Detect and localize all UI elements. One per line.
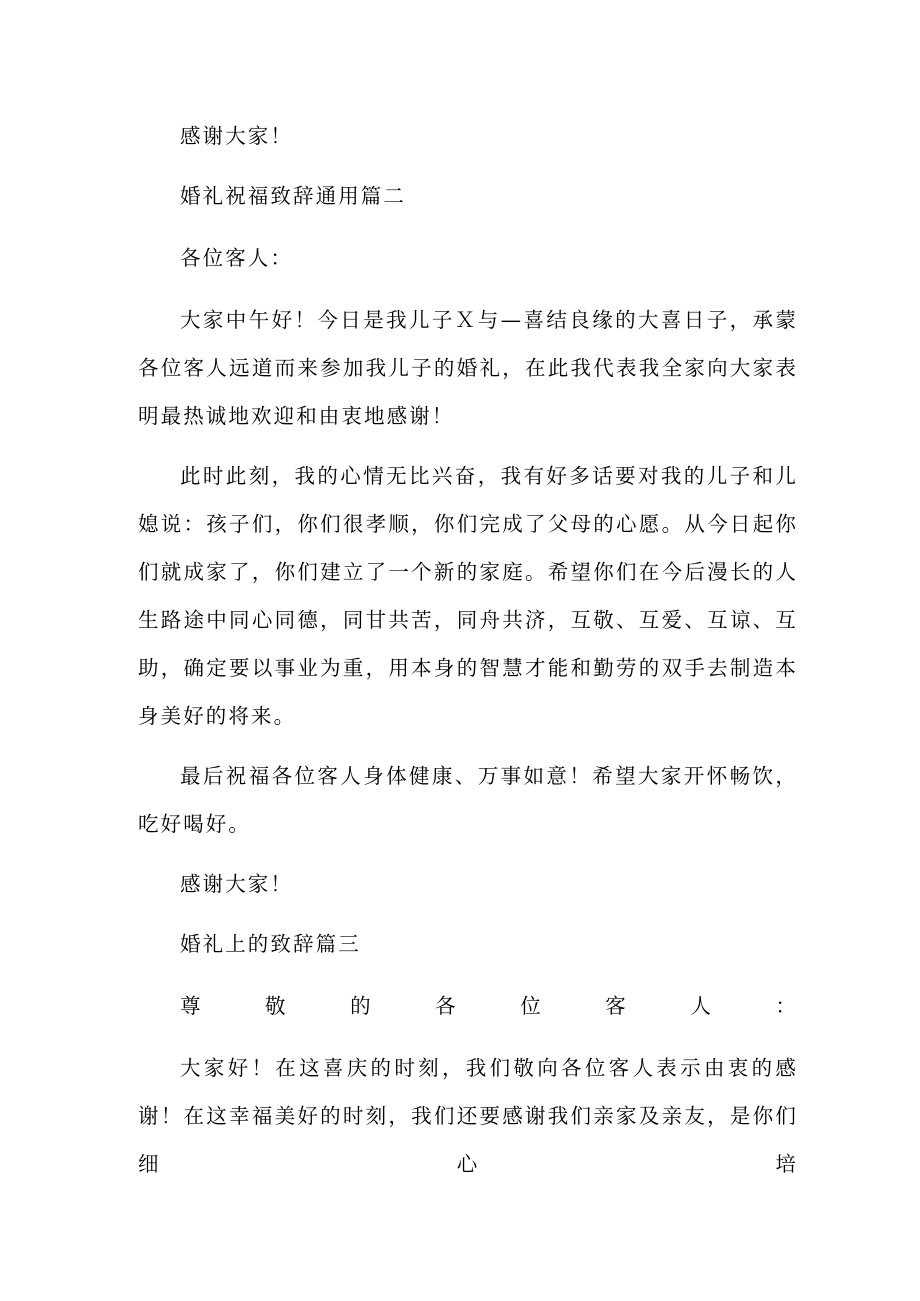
salutation: 尊敬的各位客人：: [180, 994, 798, 1018]
section-heading-3: 婚礼上的致辞篇三: [180, 932, 361, 956]
closing-thanks: 感谢大家！: [180, 872, 293, 896]
body-paragraph: 最后祝福各位客人身体健康、万事如意！希望大家开怀畅饮，吃好喝好。: [138, 764, 798, 836]
closing-thanks: 感谢大家！: [180, 124, 293, 148]
body-paragraph: 大家中午好！今日是我儿子Ｘ与—喜结良缘的大喜日子，承蒙各位客人远道而来参加我儿子的婚礼，在此我代表我全家向大家表明最热诚地欢迎和由衷地感谢！: [138, 308, 798, 428]
salutation: 各位客人：: [180, 246, 293, 270]
body-paragraph: 大家好！在这喜庆的时刻，我们敬向各位客人表示由衷的感谢！在这幸福美好的时刻，我们还要感谢我们亲家及亲友，是你们细心培: [138, 1056, 798, 1176]
body-paragraph: 此时此刻，我的心情无比兴奋，我有好多话要对我的儿子和儿媳说：孩子们，你们很孝顺，你们完成了父母的心愿。从今日起你们就成家了，你们建立了一个新的家庭。希望你们在今后漫长的人生路途中同心同德，同甘共苦，同舟共济，互敬、互爱、互谅、互助，确定要以事业为重，用本身的智慧才能和勤劳的双手去制造本身美好的将来。: [138, 464, 798, 728]
section-heading-2: 婚礼祝福致辞通用篇二: [180, 184, 406, 208]
